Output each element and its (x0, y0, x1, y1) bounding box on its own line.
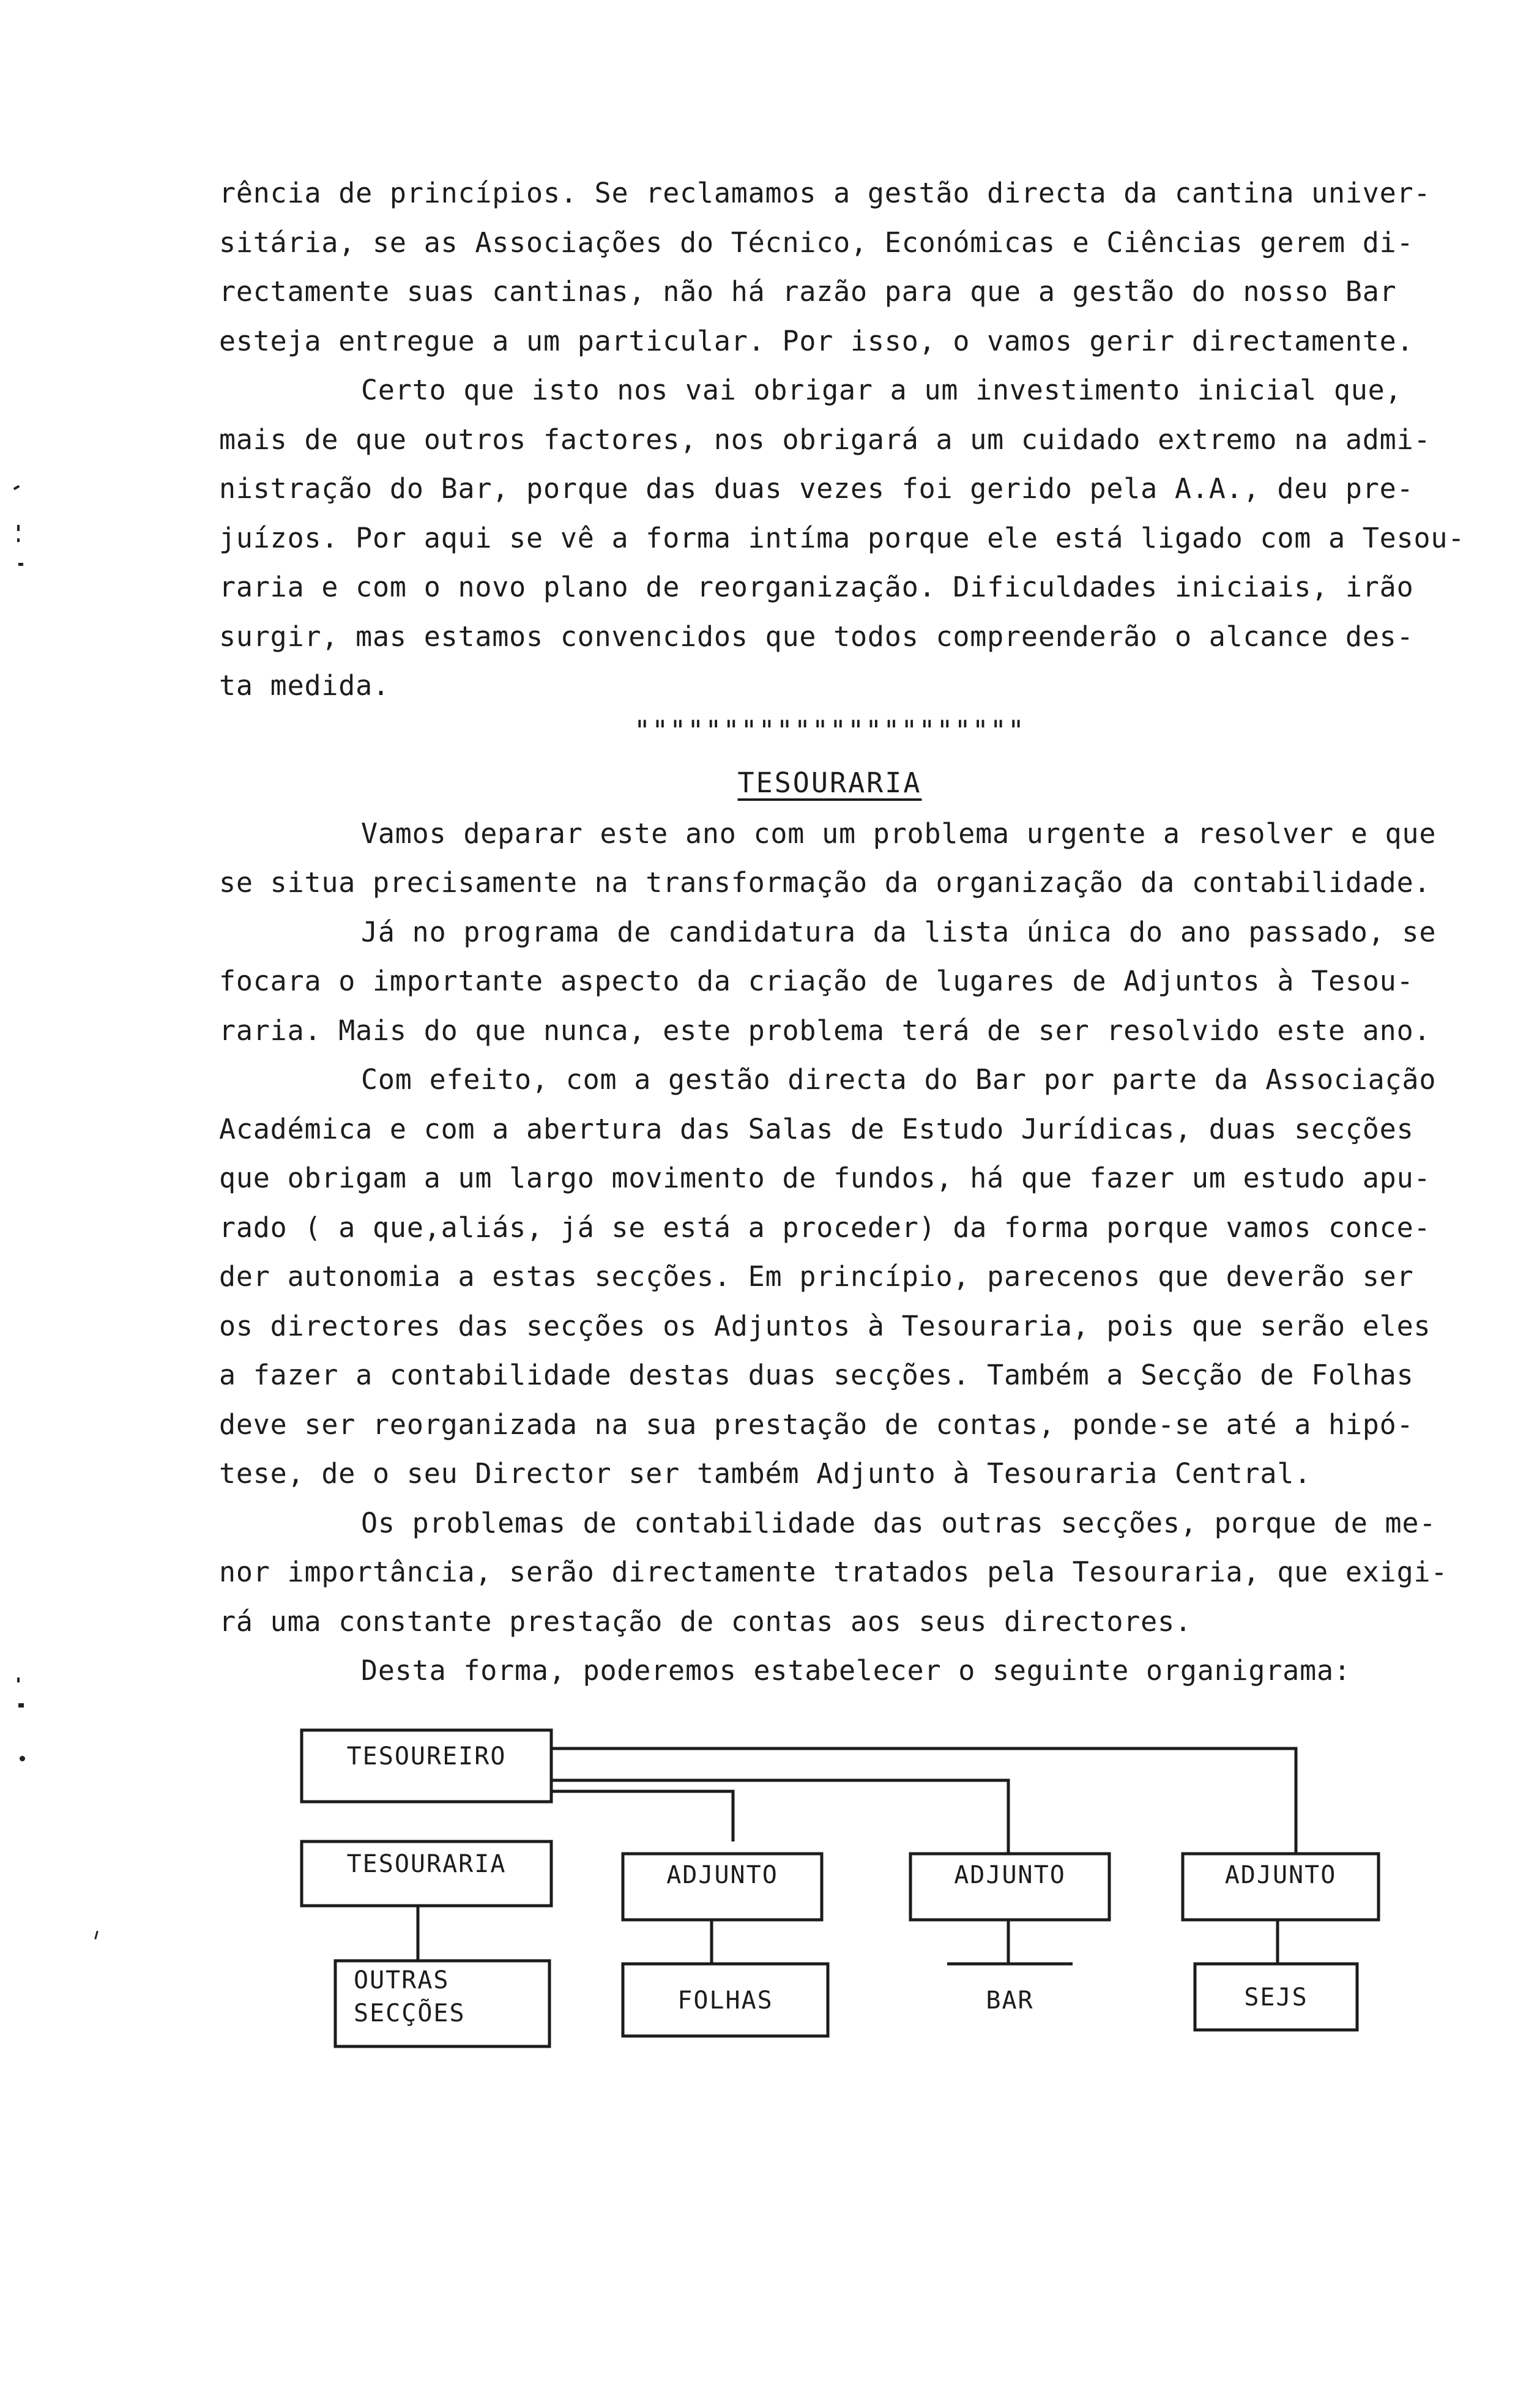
paragraph-line: ta medida. (219, 669, 390, 702)
tesouraria-label: TESOURARIA (346, 1850, 507, 1878)
section-line: tese, de o seu Director ser também Adjunto à Tesouraria Central. (219, 1457, 1312, 1490)
section-line: rado ( a que,aliás, já se está a proceder) da forma porque vamos conce- (219, 1211, 1431, 1244)
adjunto-label-2: ADJUNTO (954, 1861, 1066, 1889)
paragraph-line: rectamente suas cantinas, não há razão para que a gestão do nosso Bar (219, 275, 1397, 308)
scan-mark (17, 525, 20, 531)
section-line: que obrigam a um largo movimento de fundos, há que fazer um estudo apu- (219, 1162, 1431, 1194)
scan-mark (20, 1756, 25, 1761)
section-line: rá uma constante prestação de contas aos seus directores. (219, 1605, 1192, 1638)
paragraph-line: Certo que isto nos vai obrigar a um investimento inicial que, (361, 374, 1402, 406)
scan-mark (18, 563, 23, 566)
section-line: a fazer a contabilidade destas duas secções. Também a Secção de Folhas (219, 1359, 1414, 1391)
adjunto-label-3: ADJUNTO (1224, 1861, 1337, 1889)
section-line: Já no programa de candidatura da lista única do ano passado, se (361, 916, 1437, 948)
bar-label: BAR (986, 1986, 1034, 2015)
section-title-text: TESOURARIA (737, 767, 922, 799)
paragraph-line: sitária, se as Associações do Técnico, Económicas e Ciências gerem di- (219, 226, 1414, 259)
paragraph-line: mais de que outros factores, nos obrigará a um cuidado extremo na admi- (219, 423, 1431, 456)
folhas-label: FOLHAS (677, 1986, 773, 2015)
paragraph-line: raria e com o novo plano de reorganização. Dificuldades iniciais, irão (219, 571, 1414, 603)
scan-mark (17, 538, 20, 542)
paragraph-line: juízos. Por aqui se vê a forma intíma porque ele está ligado com a Tesou- (219, 522, 1465, 554)
section-line: raria. Mais do que nunca, este problema terá de ser resolvido este ano. (219, 1014, 1431, 1047)
connector-tesoureiro-adjunto3 (551, 1748, 1296, 1854)
scan-mark (18, 1703, 24, 1708)
outras-label-line1: OUTRAS (354, 1966, 450, 1994)
section-line: nor importância, serão directamente tratados pela Tesouraria, que exigi- (219, 1556, 1448, 1588)
outras-label-line2: SECÇÕES (354, 1999, 466, 2027)
section-divider: """""""""""""""""""""" (633, 715, 1026, 747)
section-line: focara o importante aspecto da criação de lugares de Adjuntos à Tesou- (219, 965, 1414, 997)
paragraph-line: nistração do Bar, porque das duas vezes foi gerido pela A.A., deu pre- (219, 472, 1414, 505)
section-line: Os problemas de contabilidade das outras secções, porque de me- (361, 1507, 1437, 1539)
section-line: os directores das secções os Adjuntos à Tesouraria, pois que serão eles (219, 1310, 1431, 1342)
paragraph-line: esteja entregue a um particular. Por isso, o vamos gerir directamente. (219, 325, 1414, 357)
section-line: Com efeito, com a gestão directa do Bar por parte da Associação (361, 1063, 1437, 1096)
section-line: Vamos deparar este ano com um problema urgente a resolver e que (361, 817, 1437, 850)
sejs-label: SEJS (1244, 1983, 1308, 2012)
section-line: Académica e com a abertura das Salas de Estudo Jurídicas, duas secções (219, 1113, 1414, 1145)
tesoureiro-label: TESOUREIRO (346, 1742, 507, 1771)
adjunto-label-1: ADJUNTO (666, 1861, 778, 1889)
section-line: deve ser reorganizada na sua prestação de contas, ponde-se até a hipó- (219, 1408, 1414, 1441)
paragraph-line: surgir, mas estamos convencidos que todos compreenderão o alcance des- (219, 620, 1414, 653)
section-line: se situa precisamente na transformação da organização da contabilidade. (219, 866, 1431, 899)
section-line: Desta forma, poderemos estabelecer o seguinte organigrama: (361, 1654, 1351, 1687)
paragraph-line: rência de princípios. Se reclamamos a gestão directa da cantina univer- (219, 177, 1431, 209)
scan-mark (17, 1678, 20, 1682)
connector-tesoureiro-adjunto1 (551, 1791, 733, 1841)
section-line: der autonomia a estas secções. Em princípio, parecenos que deverão ser (219, 1260, 1414, 1293)
